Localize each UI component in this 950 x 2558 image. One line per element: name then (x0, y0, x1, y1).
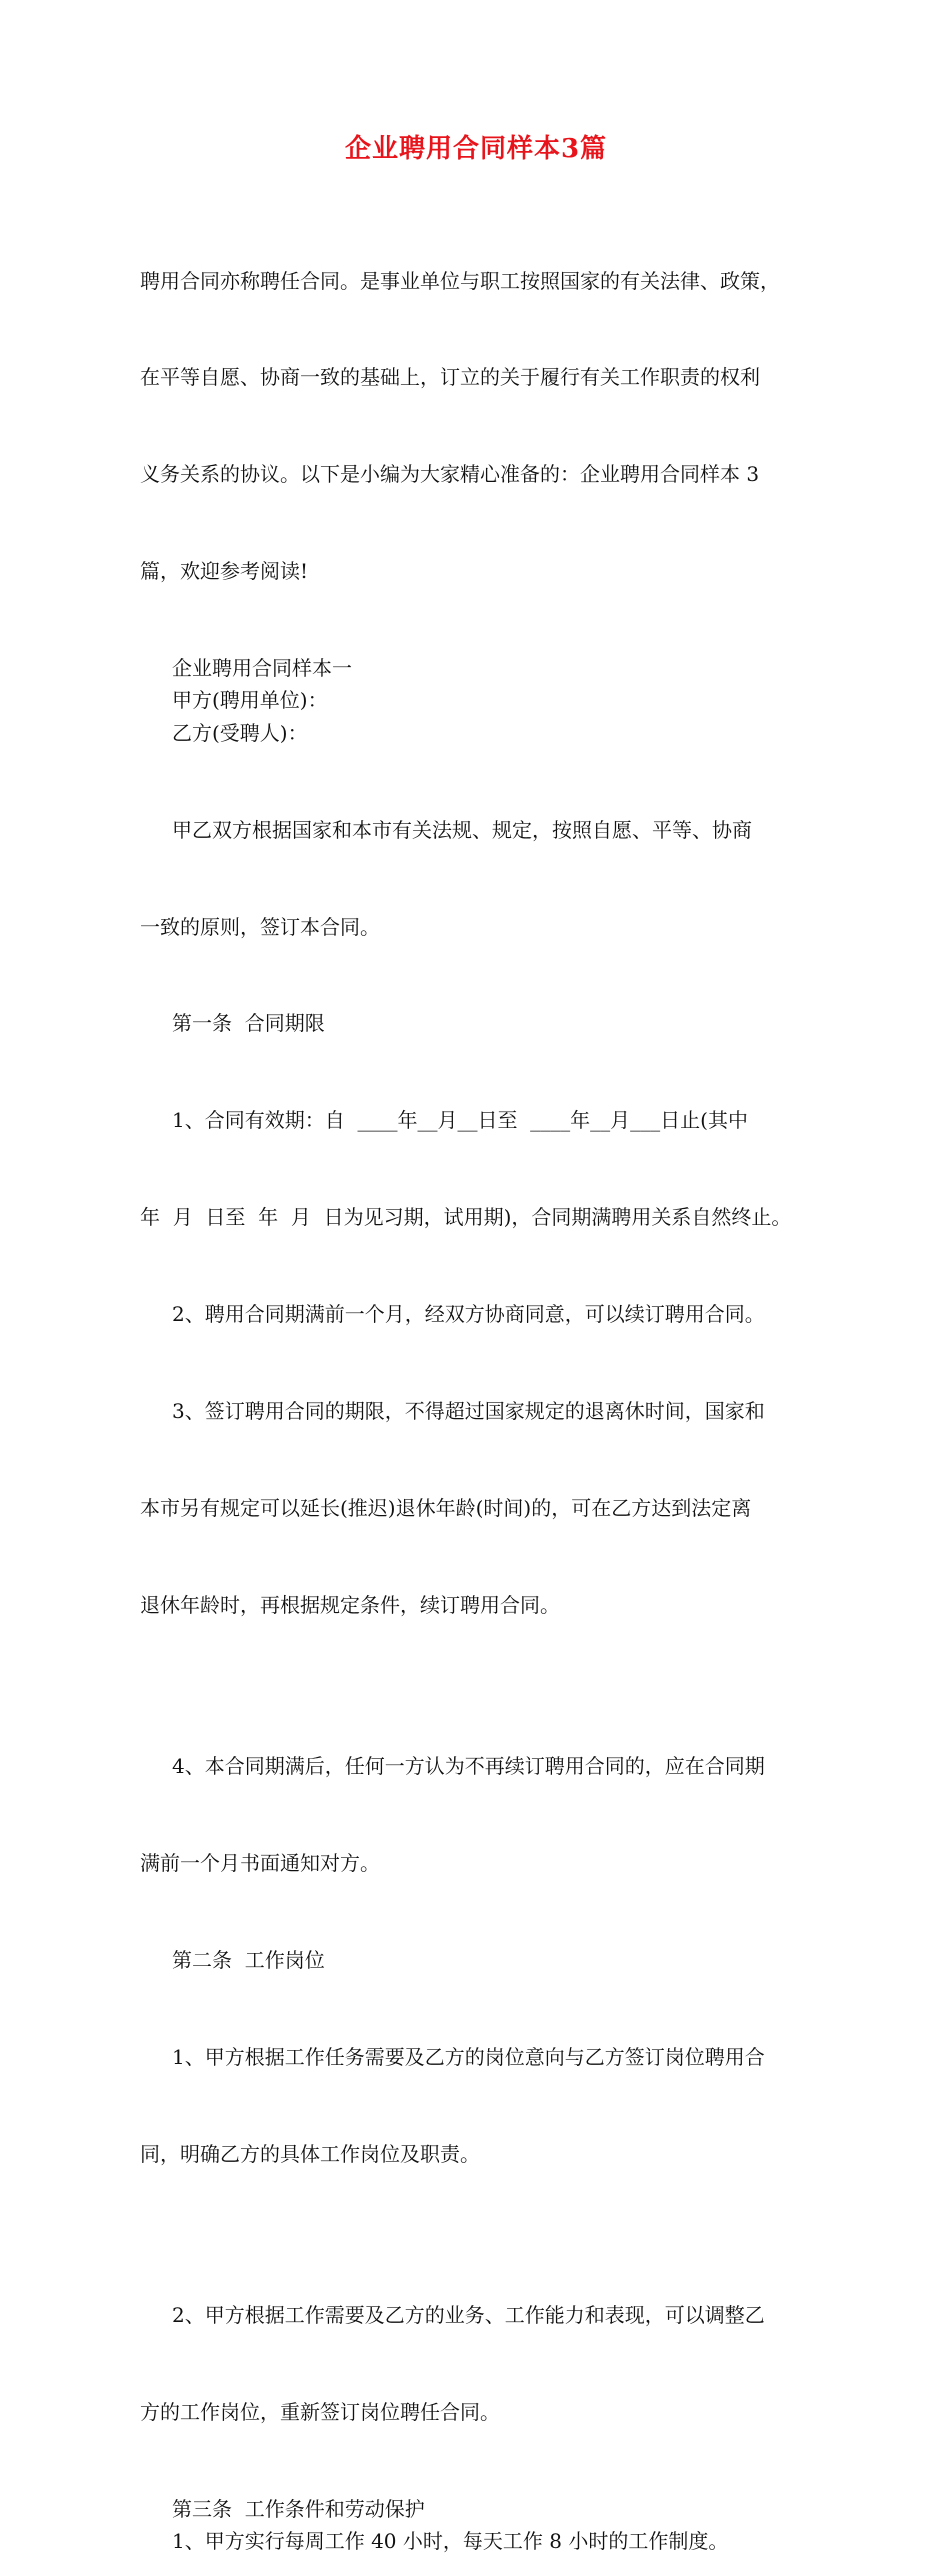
clause-line: 3、签订聘用合同的期限，不得超过国家规定的退离休时间，国家和 (172, 1398, 765, 1423)
clause-line: 1、合同有效期：自 ____年__月__日至 ____年__月___日止(其中 (172, 1108, 748, 1133)
article-2-heading: 第二条 工作岗位 (172, 1948, 325, 1973)
intro-line: 义务关系的协议。以下是小编为大家精心准备的：企业聘用合同样本 3 (140, 462, 760, 487)
intro-paragraph (140, 200, 812, 652)
article-1-clause-4 (140, 1686, 812, 1944)
clause-line: 方的工作岗位，重新签订岗位聘任合同。 (140, 2400, 500, 2425)
article-2-clause-2 (140, 2235, 812, 2493)
article-1-clause-1 (140, 1040, 812, 1298)
sample-heading: 企业聘用合同样本一 (172, 656, 352, 681)
article-1-clause-3 (140, 1330, 812, 1685)
party-b-line: 乙方(受聘人)： (172, 720, 308, 745)
clause-line: 退休年龄时，再根据规定条件，续订聘用合同。 (140, 1592, 560, 1617)
intro-line: 篇，欢迎参考阅读! (140, 559, 309, 584)
article-3-heading: 第三条 工作条件和劳动保护 (172, 2497, 425, 2522)
article-3-clause-1: 1、甲方实行每周工作 40 小时，每天工作 8 小时的工作制度。 (172, 2529, 729, 2554)
clause-line: 1、甲方根据工作任务需要及乙方的岗位意向与乙方签订岗位聘用合 (172, 2044, 765, 2069)
intro-line: 在平等自愿、协商一致的基础上，订立的关于履行有关工作职责的权利 (140, 365, 760, 390)
party-a-line: 甲方(聘用单位)： (172, 688, 328, 713)
clause-line: 年 月 日至 年 月 日为见习期，试用期)，合同期满聘用关系自然终止。 (140, 1205, 792, 1230)
document-page (140, 122, 812, 2558)
clause-line: 满前一个月书面通知对方。 (140, 1851, 380, 1876)
document-title: 企业聘用合同样本3篇 (344, 134, 608, 164)
clause-line: 同，明确乙方的具体工作岗位及职责。 (140, 2141, 480, 2166)
preamble-line: 甲乙双方根据国家和本市有关法规、规定，按照自愿、平等、协商 (172, 817, 752, 842)
preamble-paragraph (140, 749, 812, 1007)
article-1-heading: 第一条 合同期限 (172, 1011, 325, 1036)
article-2-clause-1 (140, 1976, 812, 2234)
article-1-clause-2: 2、聘用合同期满前一个月，经双方协商同意，可以续订聘用合同。 (172, 1302, 765, 1327)
clause-line: 本市另有规定可以延长(推迟)退休年龄(时间)的，可在乙方达到法定离 (140, 1495, 752, 1520)
clause-line: 4、本合同期满后，任何一方认为不再续订聘用合同的，应在合同期 (172, 1754, 765, 1779)
clause-line: 2、甲方根据工作需要及乙方的业务、工作能力和表现，可以调整乙 (172, 2303, 765, 2328)
intro-line: 聘用合同亦称聘任合同。是事业单位与职工按照国家的有关法律、政策， (140, 268, 780, 293)
preamble-line: 一致的原则，签订本合同。 (140, 914, 380, 939)
